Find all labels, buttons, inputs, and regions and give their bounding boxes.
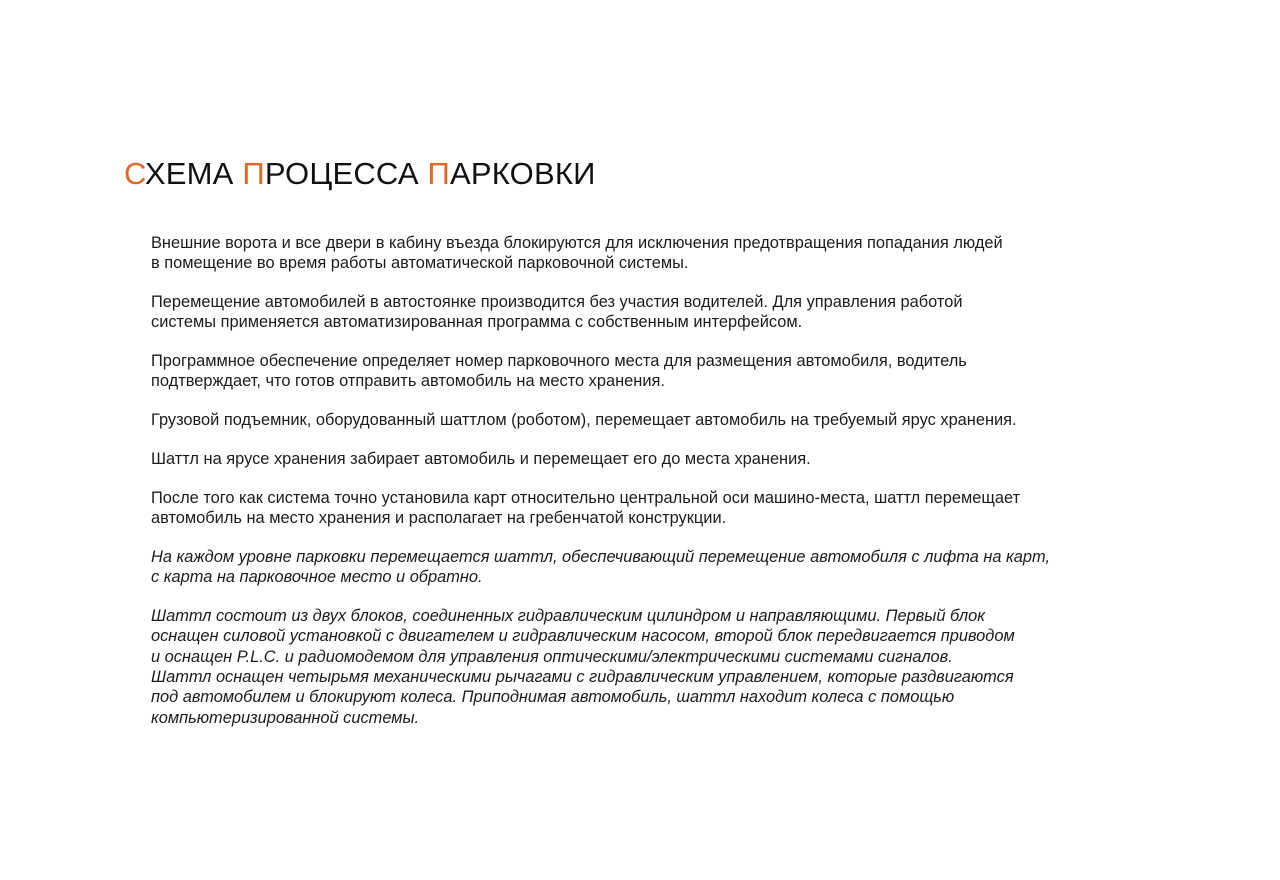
title-word <box>428 156 596 191</box>
title-initial: П <box>427 156 450 191</box>
title-word <box>242 156 427 191</box>
text-line: Шаттл состоит из двух блоков, соединенных гидравлическим цилиндром и направляющими. Первый блок <box>151 607 985 626</box>
text-line: и оснащен P.L.C. и радиомодемом для управления оптическими/электрическими системами сигналов. <box>151 647 953 666</box>
title-rest: АРКОВКИ <box>450 156 596 191</box>
title-rest: РОЦЕССА <box>264 156 428 191</box>
title-initial: П <box>242 156 265 191</box>
paragraph-movement <box>151 292 1151 333</box>
page-title <box>124 154 596 194</box>
text-line: подтверждает, что готов отправить автомобиль на место хранения. <box>151 372 665 391</box>
paragraph-gates <box>151 233 1151 274</box>
text-line: Внешние ворота и все двери в кабину въезда блокируются для исключения предотвращения попадания людей <box>151 234 1003 252</box>
body-text <box>151 233 1151 746</box>
title-word <box>124 156 242 191</box>
text-line: Шаттл оснащен четырьмя механическими рычагами с гидравлическим управлением, которые раздвигаются <box>151 667 1014 686</box>
text-line: Программное обеспечение определяет номер парковочного места для размещения автомобиля, водитель <box>151 352 967 371</box>
paragraph-software <box>151 351 1151 392</box>
paragraph-placement <box>151 488 1151 529</box>
text-line: На каждом уровне парковки перемещается шаттл, обеспечивающий перемещение автомобиля с лифта на карт, <box>151 547 1051 566</box>
text-line: под автомобилем и блокируют колеса. Приподнимая автомобиль, шаттл находит колеса с помощью <box>151 688 955 707</box>
paragraph-shuttle-levels <box>151 547 1151 588</box>
text-line: Грузовой подъемник, оборудованный шаттлом (роботом), перемещает автомобиль на требуемый ярус хранения. <box>151 411 1017 430</box>
text-line: автомобиль на место хранения и располагает на гребенчатой конструкции. <box>151 509 727 528</box>
text-line: с карта на парковочное место и обратно. <box>151 568 483 587</box>
title-rest: ХЕМА <box>144 156 243 191</box>
text-line: Перемещение автомобилей в автостоянке производится без участия водителей. Для управления работой <box>151 293 963 312</box>
text-line: После того как система точно установила карт относительно центральной оси машино-места, шаттл перемещает <box>151 488 1021 507</box>
title-initial: С <box>124 156 145 191</box>
text-line: Шаттл на ярусе хранения забирает автомобиль и перемещает его до места хранения. <box>151 450 811 469</box>
text-line: системы применяется автоматизированная программа с собственным интерфейсом. <box>151 313 803 332</box>
text-line: оснащен силовой установкой с двигателем и гидравлическим насосом, второй блок передвигается приводом <box>151 627 1015 646</box>
paragraph-shuttle-tier <box>151 449 1151 469</box>
text-line: компьютеризированной системы. <box>151 708 420 727</box>
paragraph-lift <box>151 410 1151 430</box>
paragraph-shuttle-design <box>151 606 1151 728</box>
text-line: в помещение во время работы автоматической парковочной системы. <box>151 254 689 273</box>
